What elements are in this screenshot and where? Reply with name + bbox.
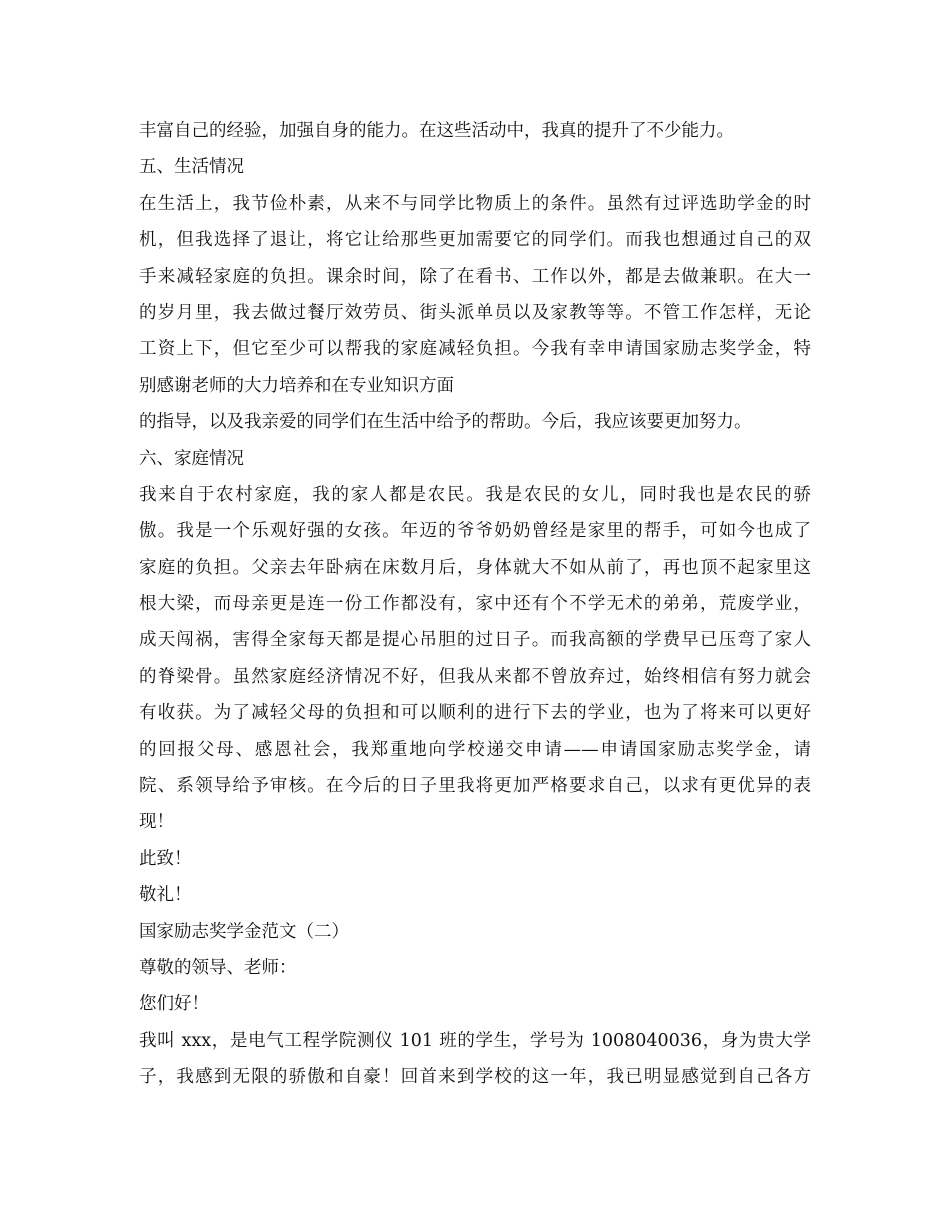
paragraph-line: 院、系领导给予审核。在今后的日子里我将更加严格要求自己，以求有更优异的表: [139, 776, 811, 797]
paragraph-line: 家庭的负担。父亲去年卧病在床数月后，身体就大不如从前了，再也顶不起家里这: [139, 557, 811, 578]
paragraph-line: 傲。我是一个乐观好强的女孩。年迈的爷爷奶奶曾经是家里的帮手，可如今也成了: [139, 521, 811, 542]
paragraph-line: 我叫 xxx，是电气工程学院测仪 101 班的学生，学号为 1008040036，身为贵大学: [139, 1030, 811, 1051]
paragraph-line: 的岁月里，我去做过餐厅效劳员、街头派单员以及家教等等。不管工作怎样，无论: [139, 302, 811, 323]
letter-greeting: 尊敬的领导、老师：: [139, 957, 297, 978]
letter-greeting-hello: 您们好！: [139, 994, 209, 1015]
paragraph-line: 根大梁，而母亲更是连一份工作都没有，家中还有个不学无术的弟弟，荒废学业，: [139, 594, 811, 615]
closing-salutation: 此致！: [139, 848, 192, 869]
section-heading-living: 五、生活情况: [139, 157, 244, 178]
closing-regards: 敬礼！: [139, 885, 192, 906]
paragraph-line: 的回报父母、感恩社会，我郑重地向学校递交申请——申请国家励志奖学金，请: [139, 739, 811, 760]
paragraph-line: 在生活上，我节俭朴素，从来不与同学比物质上的条件。虽然有过评选助学金的时: [139, 193, 811, 214]
document-subtitle: 国家励志奖学金范文（二）: [139, 921, 349, 942]
paragraph-line: 现！: [139, 812, 174, 833]
paragraph-line: 机，但我选择了退让，将它让给那些更加需要它的同学们。而我也想通过自己的双: [139, 230, 811, 251]
paragraph-line: 别感谢老师的大力培养和在专业知识方面: [139, 375, 454, 396]
paragraph-line: 的脊梁骨。虽然家庭经济情况不好，但我从来都不曾放弃过，始终相信有努力就会: [139, 666, 811, 687]
paragraph-line: 有收获。为了减轻父母的负担和可以顺利的进行下去的学业，也为了将来可以更好: [139, 703, 811, 724]
paragraph-line: 子，我感到无限的骄傲和自豪！回首来到学校的这一年，我已明显感觉到自己各方: [139, 1067, 811, 1088]
paragraph-line: 工资上下，但它至少可以帮我的家庭减轻负担。今我有幸申请国家励志奖学金，特: [139, 339, 811, 360]
section-heading-family: 六、家庭情况: [139, 448, 244, 469]
paragraph-line: 成天闯祸，害得全家每天都是提心吊胆的过日子。而我高额的学费早已压弯了家人: [139, 630, 811, 651]
paragraph-line: 的指导，以及我亲爱的同学们在生活中给予的帮助。今后，我应该要更加努力。: [139, 412, 752, 433]
paragraph-line: 丰富自己的经验，加强自身的能力。在这些活动中，我真的提升了不少能力。: [139, 121, 734, 141]
paragraph-line: 我来自于农村家庭，我的家人都是农民。我是农民的女儿，同时我也是农民的骄: [139, 484, 811, 505]
document-page: [139, 113, 811, 1096]
paragraph-line: 手来减轻家庭的负担。课余时间，除了在看书、工作以外，都是去做兼职。在大一: [139, 266, 811, 287]
